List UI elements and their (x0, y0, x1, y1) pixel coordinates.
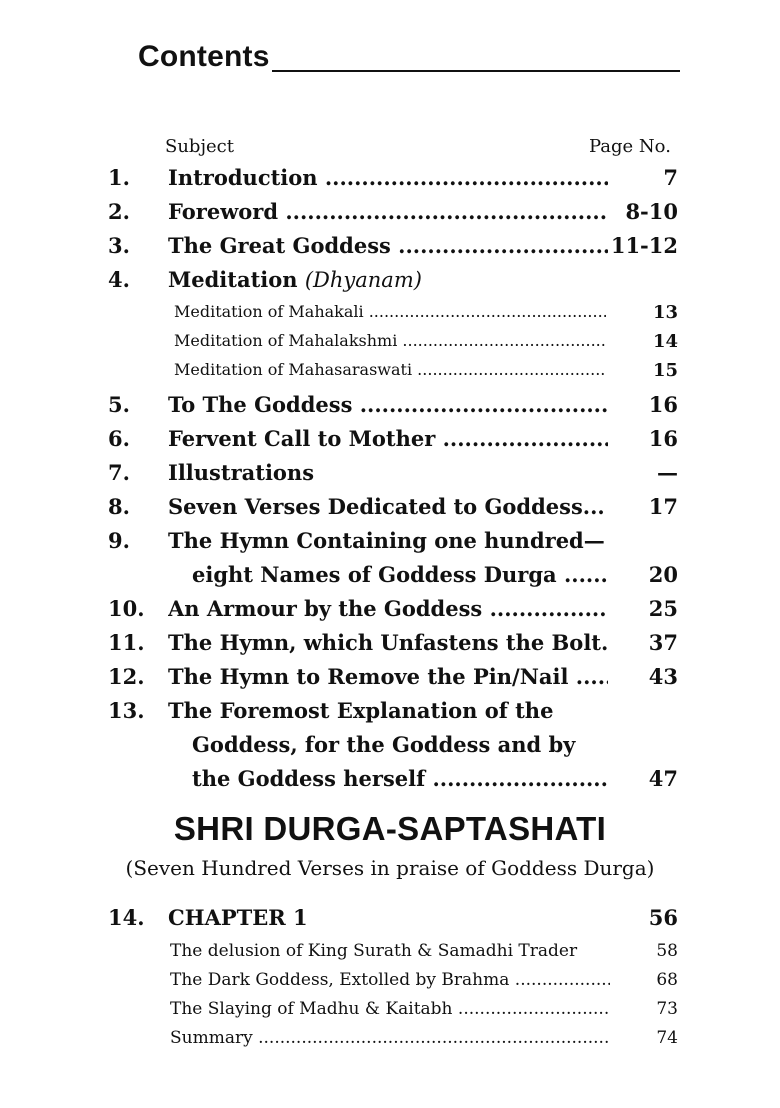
toc-number: 9. (108, 528, 130, 553)
toc-entry (168, 267, 608, 292)
toc-entry: Introduction ..... (168, 165, 608, 190)
toc-page: 14 (652, 331, 678, 352)
toc-page: 17 (648, 494, 678, 519)
toc-page: 11-12 (610, 233, 678, 258)
toc-entry-main: Meditation (168, 267, 298, 292)
toc-row-meditation (0, 267, 780, 301)
toc-number: 2. (108, 199, 130, 224)
toc-entry: The Hymn Containing one hundred— (168, 528, 605, 553)
section-title: SHRI DURGA-SAPTASHATI (173, 810, 607, 847)
toc-page: 47 (648, 766, 678, 791)
toc-row-seven-verses (0, 494, 780, 528)
toc-number: 8. (108, 494, 130, 519)
toc-number: 12. (108, 664, 145, 689)
toc-number: 6. (108, 426, 130, 451)
toc-entry: The Foremost Explanation of the (168, 698, 554, 723)
toc-page: 73 (656, 999, 678, 1019)
toc-number: 5. (108, 392, 130, 417)
toc-row-introduction (0, 165, 780, 199)
contents-title: Contents (138, 40, 270, 73)
title-rule (272, 70, 680, 72)
toc-page: 7 (663, 165, 678, 190)
toc-page: 37 (648, 630, 678, 655)
toc-entry-italic: (Dhyanam) (304, 268, 422, 292)
toc-row-chapter-1 (0, 905, 780, 939)
toc-subentry: Meditation of Mahasaraswati ..... (174, 360, 606, 379)
toc-page: 58 (656, 941, 678, 961)
toc-entry: Illustrations (168, 460, 315, 485)
toc-entry: eight Names of Goddess Durga ..... (192, 562, 608, 587)
toc-page: 74 (656, 1028, 678, 1048)
chapter-subentry: The Slaying of Madhu & Kaitabh ..... (170, 999, 610, 1019)
toc-page: 25 (648, 596, 678, 621)
toc-page: 13 (652, 302, 678, 323)
toc-entry: The Great Goddess ..... (168, 233, 608, 258)
toc-page: 20 (648, 562, 678, 587)
column-header-page: Page No. (589, 136, 671, 157)
toc-row-fervent-call (0, 426, 780, 460)
toc-page: 43 (648, 664, 678, 689)
chapter-subentry: Summary ..... (170, 1028, 610, 1048)
toc-subentry: Meditation of Mahakali ..... (174, 302, 606, 321)
toc-entry: To The Goddess ..... (168, 392, 608, 417)
toc-row-hymn-108-names-cont (0, 562, 780, 596)
toc-number: 13. (108, 698, 145, 723)
toc-row-to-the-goddess (0, 392, 780, 426)
toc-page: 68 (656, 970, 678, 990)
toc-row-foremost-explanation (0, 698, 780, 732)
toc-row-foreword (0, 199, 780, 233)
toc-page: 15 (652, 360, 678, 381)
toc-page: 56 (648, 905, 678, 930)
toc-row-hymn-108-names (0, 528, 780, 562)
toc-number: 4. (108, 267, 130, 292)
toc-row-foremost-explanation-cont2 (0, 766, 780, 800)
toc-entry: The Hymn, which Unfastens the Bolt. (168, 630, 609, 655)
toc-row-foremost-explanation-cont (0, 732, 780, 766)
toc-subentry: Meditation of Mahalakshmi ..... (174, 331, 606, 350)
toc-row-remove-pin (0, 664, 780, 698)
toc-number: 7. (108, 460, 130, 485)
toc-entry: Fervent Call to Mother ..... (168, 426, 608, 451)
toc-number: 14. (108, 905, 145, 930)
toc-row-unfastens-bolt (0, 630, 780, 664)
toc-row-great-goddess (0, 233, 780, 267)
toc-page: 8-10 (625, 199, 678, 224)
toc-page: — (657, 460, 678, 485)
chapter-subentry: The Dark Goddess, Extolled by Brahma ..... (170, 970, 610, 990)
toc-entry: Goddess, for the Goddess and by (192, 732, 576, 757)
toc-row-armour (0, 596, 780, 630)
toc-entry: CHAPTER 1 (168, 905, 308, 930)
toc-entry: An Armour by the Goddess ..... (168, 596, 608, 621)
column-header-subject: Subject (165, 136, 234, 157)
toc-number: 3. (108, 233, 130, 258)
section-subtitle: (Seven Hundred Verses in praise of Goddess Durga) (125, 856, 655, 880)
chapter-subrow (0, 1028, 780, 1062)
toc-entry: Seven Verses Dedicated to Goddess... (168, 494, 605, 519)
toc-entry: the Goddess herself ..... (192, 766, 608, 791)
toc-subrow-mahasaraswati (0, 360, 780, 394)
toc-number: 10. (108, 596, 145, 621)
chapter-subentry: The delusion of King Surath & Samadhi Trader (170, 941, 578, 961)
toc-entry: The Hymn to Remove the Pin/Nail ..... (168, 664, 608, 689)
toc-row-illustrations (0, 460, 780, 494)
toc-number: 1. (108, 165, 130, 190)
toc-page: 16 (648, 392, 678, 417)
toc-number: 11. (108, 630, 145, 655)
toc-page: 16 (648, 426, 678, 451)
toc-entry: Foreword ..... (168, 199, 608, 224)
